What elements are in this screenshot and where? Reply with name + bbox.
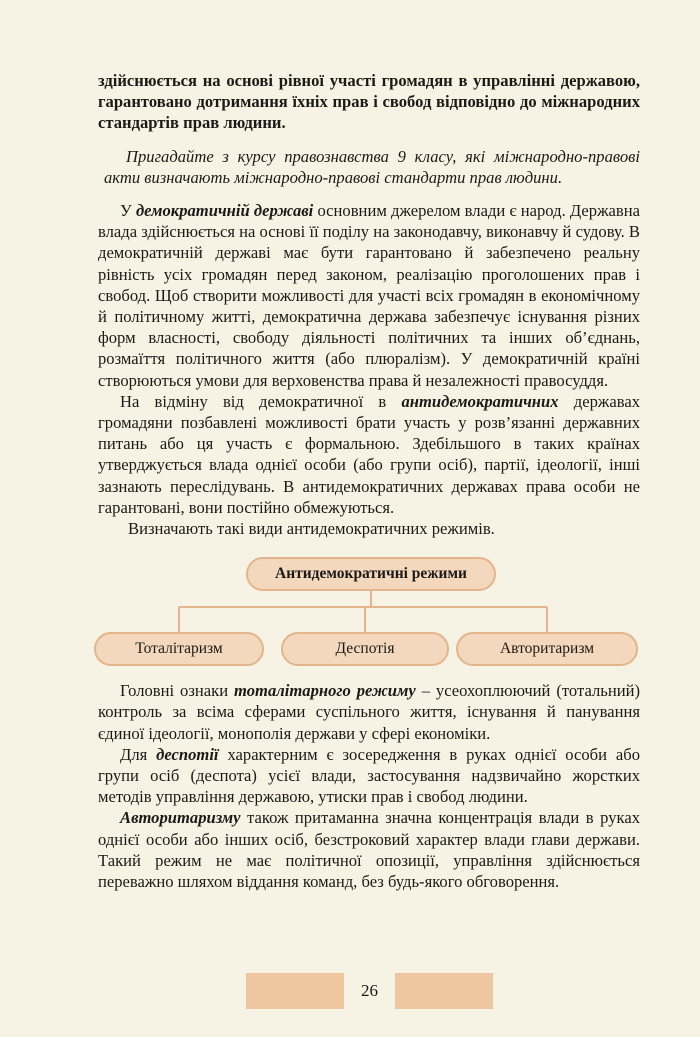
footer-bar-left	[246, 973, 344, 1009]
page-number: 26	[361, 981, 378, 1000]
diagram-box-authoritarianism: Авторитаризм	[456, 632, 638, 666]
footer-bar-right	[395, 973, 493, 1009]
antidemocratic-prefix: На відміну від демократичної в	[120, 391, 402, 411]
antidemocratic-term: антидемократичних	[401, 391, 559, 411]
page-content	[98, 70, 640, 892]
totalitarian-paragraph	[98, 680, 640, 744]
diagram-box-totalitarianism: Тоталітаризм	[94, 632, 264, 666]
totalitarian-prefix: Головні ознаки	[120, 681, 235, 701]
antidemocratic-text: державах громадяни позбавлені можливості брати участь у розв’язанні державних питань або ця участь є формальною. Здебільшого в таких країнах утверджується влада однієї особи (або групи осіб), партії, ідеології, інші зазнають переслідувань. В антидемократичних державах права особи не гарантовані, вони постійно обмежуються.	[98, 391, 640, 517]
totalitarian-text: – усеохоплюючий (тотальний) контроль за всіма сферами суспільного життя, існування й панування єдиної ідеології, монополія держави у сфері економіки.	[98, 681, 640, 743]
page-footer	[0, 973, 700, 1009]
despotism-paragraph	[98, 744, 640, 808]
democratic-text: основним джерелом влади є народ. Державна влада здійснюється на основі її поділу на законодавчу, виконавчу й судову. В демократичній державі має бути гарантовано й забезпечено реальну рівність усіх громадян перед законом, реалізацію проголошених прав і свобод. Щоб створити можливості для участі всіх громадян в економічному й політичному житті, демократична держава забезпечує існування різних форм власності, свободу діяльності політичних та інших об’єднань, розмаїття політичного життя (або плюралізм). У демократичній країні створюються умови для верховенства права й незалежності правосуддя.	[98, 201, 640, 390]
authoritarianism-text: також притаманна значна концентрація влади в руках однієї особи або інших осіб, безстроковий характер влади глави держави. Такий режим не має політичної опозиції, управління здійснюється переважно шляхом віддання команд, без будь-якого обговорення.	[98, 808, 640, 892]
despotism-term: деспотії	[156, 744, 219, 764]
authoritarianism-paragraph	[98, 807, 640, 892]
regimes-diagram	[96, 555, 656, 670]
despotism-prefix: Для	[120, 744, 157, 764]
democratic-prefix: У	[120, 201, 136, 221]
despotism-text: характерним є зосередження в руках однієї особи або групи осіб (деспота) усієї влади, застосування надзвичайно жорстких методів управління державою, утиски прав і свобод людини.	[98, 744, 640, 807]
authoritarianism-term: Авторитаризму	[120, 808, 241, 828]
diagram-box-despotism: Деспотія	[281, 632, 449, 666]
lead-paragraph: здійснюється на основі рівної участі громадян в управлінні державою, гарантовано дотримання їхніх прав і свобод відповідно до міжнародних стандартів прав людини.	[98, 71, 640, 133]
diagram-intro: Визначають такі види антидемократичних режимів.	[128, 519, 495, 539]
totalitarian-term: тоталітарного режиму	[234, 681, 416, 701]
recall-question: Пригадайте з курсу правознавства 9 класу, які міжнародно-правові акти визначають міжнародно-правові стандарти прав людини.	[104, 146, 640, 187]
antidemocratic-paragraph	[98, 391, 640, 518]
democratic-term: демократичній державі	[135, 201, 314, 221]
diagram-root-box: Антидемократичні режими	[246, 557, 496, 591]
democratic-paragraph	[98, 200, 640, 391]
